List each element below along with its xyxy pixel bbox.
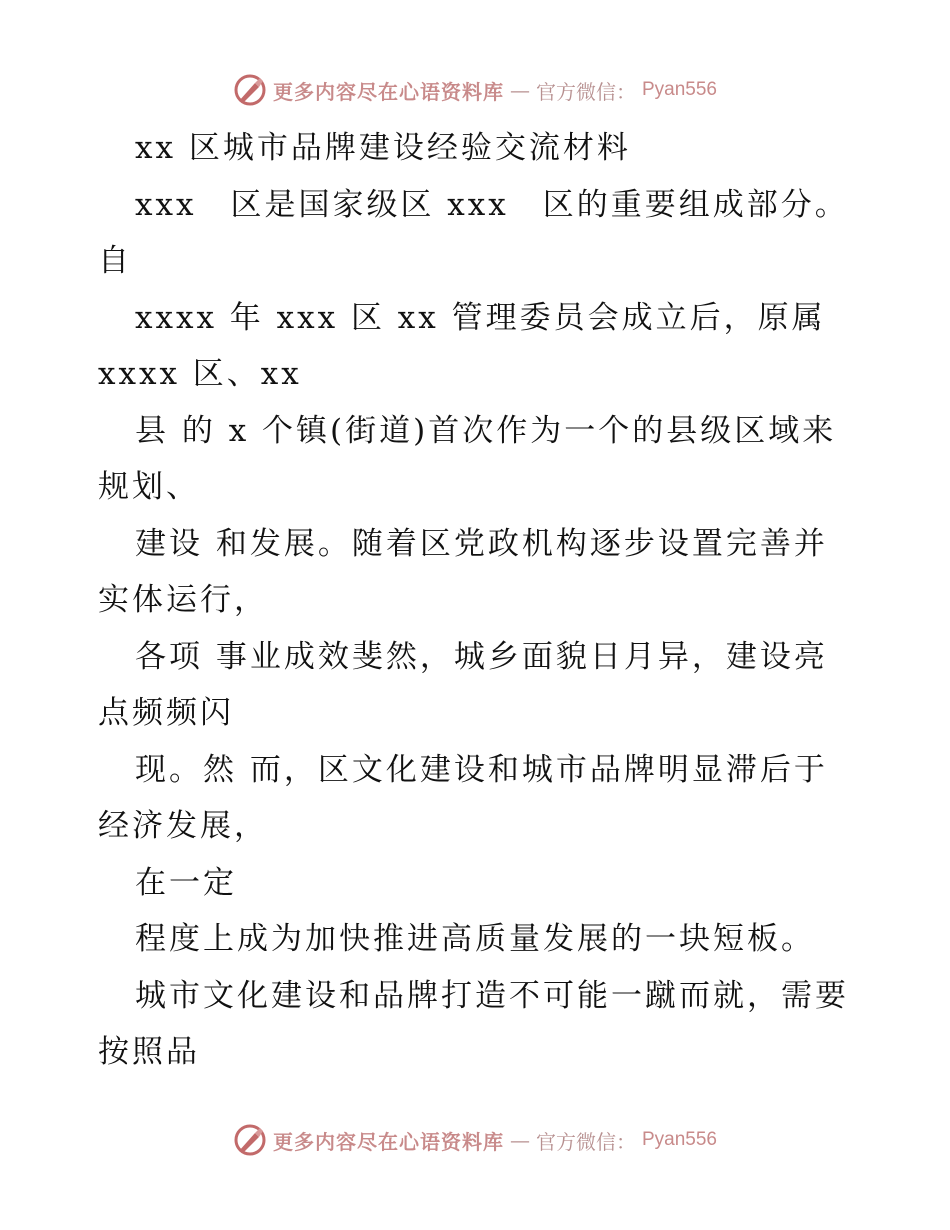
pen-logo-icon (233, 1123, 267, 1157)
document-title: xx 区城市品牌建设经验交流材料 (135, 130, 631, 166)
text-line: 现。然 而，区文化建设和城市品牌明显滞后于 (135, 751, 828, 788)
watermark-banner (233, 73, 717, 107)
text-line: 城市文化建设和品牌打造不可能一蹴而就，需要 (135, 977, 849, 1014)
text-line: xxxx 区、xx (98, 356, 302, 392)
page-footer-watermark (0, 1120, 950, 1160)
watermark-wechat-label: 官方微信： (535, 1129, 636, 1154)
watermark-text: 更多内容尽在心语资料库 (272, 79, 504, 104)
text-line: 经济发展， (98, 808, 268, 844)
watermark-wechat-label: 官方微信： (535, 79, 636, 104)
text-line: xxxx 年 xxx 区 xx 管理委员会成立后，原属 (135, 299, 826, 336)
text-line: 点频频闪 (98, 695, 234, 731)
text-line: 自 (98, 243, 132, 279)
watermark-banner (233, 1123, 717, 1157)
text-line: xxx 区是国家级区 xxx 区的重要组成部分。 (135, 186, 849, 223)
text-line: 在一定 (135, 864, 237, 901)
watermark-text: 更多内容尽在心语资料库 (272, 1129, 504, 1154)
text-line: 规划、 (98, 469, 200, 505)
watermark-wechat-id: Pyan556 (641, 1129, 717, 1150)
pen-logo-icon (233, 73, 267, 107)
text-line: 各项 事业成效斐然，城乡面貌日月异，建设亮 (135, 638, 828, 675)
document-body (98, 120, 858, 1081)
text-line: 县 的 x 个镇(街道)首次作为一个的县级区域来 (135, 412, 837, 449)
text-line: 实体运行， (98, 582, 268, 618)
text-line: 程度上成为加快推进高质量发展的一块短板。 (135, 921, 815, 957)
text-line: 按照品 (98, 1034, 200, 1070)
text-line: 建设 和发展。随着区党政机构逐步设置完善并 (135, 525, 828, 562)
watermark-dash: — (509, 1128, 530, 1152)
watermark-dash: — (509, 78, 530, 102)
watermark-wechat-id: Pyan556 (641, 79, 717, 100)
page-header-watermark (0, 70, 950, 110)
